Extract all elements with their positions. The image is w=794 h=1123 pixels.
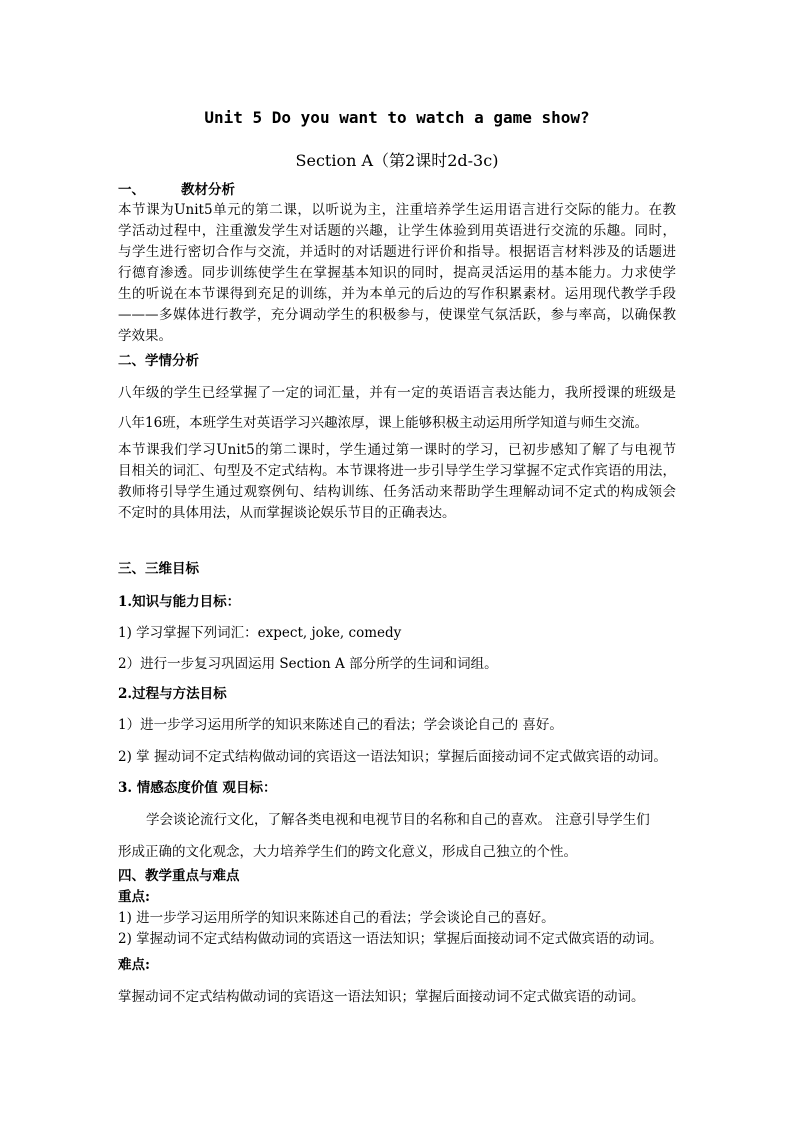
key-points-label: 重点: bbox=[118, 889, 150, 905]
list-item: 2) 掌 握动词不定式结构做动词的宾语这一语法知识；掌握后面接动词不定式做宾语的动词。 bbox=[118, 749, 667, 765]
section-4-heading: 四、教学重点与难点 bbox=[118, 868, 240, 884]
section-2-heading: 二、学情分析 bbox=[118, 353, 199, 369]
paragraph-line: 教师将引导学生通过观察例句、结构训练、任务活动来帮助学生理解动词不定式的构成领会 bbox=[118, 484, 676, 500]
subsection-knowledge-heading: 1.知识与能力目标： bbox=[118, 594, 241, 610]
paragraph-line: 行德育渗透。同步训练使学生在掌握基本知识的同时，提高灵活运用的基本能力。力求使学 bbox=[118, 265, 676, 281]
paragraph-line: 不定时的具体用法，从而掌握谈论娱乐节目的正确表达。 bbox=[118, 505, 456, 521]
paragraph-line: 形成正确的文化观念，大力培养学生们的跨文化意义，形成自己独立的个性。 bbox=[118, 844, 577, 860]
section-1-title: 教材分析 bbox=[181, 182, 235, 198]
paragraph-line: 目相关的词汇、句型及不定式结构。本节课将进一步引导学生学习掌握不定式作宾语的用法， bbox=[118, 463, 676, 479]
paragraph-line: 学会谈论流行文化，了解各类电视和电视节目的名称和自己的喜欢。 注意引导学生们 bbox=[146, 812, 650, 828]
section-1-heading bbox=[118, 180, 235, 200]
list-item: 1) 进一步学习运用所学的知识来陈述自己的看法；学会谈论自己的喜好。 bbox=[118, 910, 555, 926]
section-3-heading: 三、三维目标 bbox=[118, 561, 199, 577]
list-item: 2）进行一步复习巩固运用 Section A 部分所学的生词和词组。 bbox=[118, 656, 498, 672]
paragraph-line: 八年16班，本班学生对英语学习兴趣浓厚，课上能够积极主动运用所学知道与师生交流。 bbox=[118, 415, 649, 431]
paragraph-line: ———多媒体进行教学，充分调动学生的积极参与，使课堂气氛活跃，参与率高，以确保教 bbox=[118, 307, 676, 323]
list-item: 1）进一步学习运用所学的知识来陈述自己的看法；学会谈论自己的 喜好。 bbox=[118, 717, 563, 733]
paragraph-line: 本节课我们学习Unit5的第二课时，学生通过第一课时的学习，已初步感知了解了与电视节 bbox=[118, 442, 676, 458]
list-item: 2) 掌握动词不定式结构做动词的宾语这一语法知识；掌握后面接动词不定式做宾语的动词。 bbox=[118, 931, 663, 947]
document-subtitle: Section A（第2课时2d-3c) bbox=[295, 151, 499, 170]
subsection-attitude-heading: 3. 情感态度价值 观目标： bbox=[118, 780, 277, 796]
paragraph-line: 本节课为Unit5单元的第二课，以听说为主，注重培养学生运用语言进行交际的能力。在教 bbox=[118, 202, 676, 218]
list-item: 1) 学习掌握下列词汇：expect, joke, comedy bbox=[118, 625, 402, 641]
document-title: Unit 5 Do you want to watch a game show? bbox=[204, 108, 590, 127]
paragraph-line: 掌握动词不定式结构做动词的宾语这一语法知识；掌握后面接动词不定式做宾语的动词。 bbox=[118, 989, 645, 1005]
section-1-number: 一、 bbox=[118, 182, 145, 198]
paragraph-line: 生的听说在本节课得到充足的训练，并为本单元的后边的写作积累素材。运用现代教学手段 bbox=[118, 286, 676, 302]
paragraph-line: 学效果。 bbox=[118, 328, 172, 344]
paragraph-line: 学活动过程中，注重激发学生对话题的兴趣，让学生体验到用英语进行交流的乐趣。同时， bbox=[118, 223, 676, 239]
subsection-process-heading: 2.过程与方法目标 bbox=[118, 686, 227, 702]
paragraph-line: 八年级的学生已经掌握了一定的词汇量，并有一定的英语语言表达能力，我所授课的班级是 bbox=[118, 385, 676, 401]
paragraph-line: 与学生进行密切合作与交流，并适时的对话题进行评价和指导。根据语言材料涉及的话题进 bbox=[118, 244, 676, 260]
difficult-points-label: 难点: bbox=[118, 957, 150, 973]
